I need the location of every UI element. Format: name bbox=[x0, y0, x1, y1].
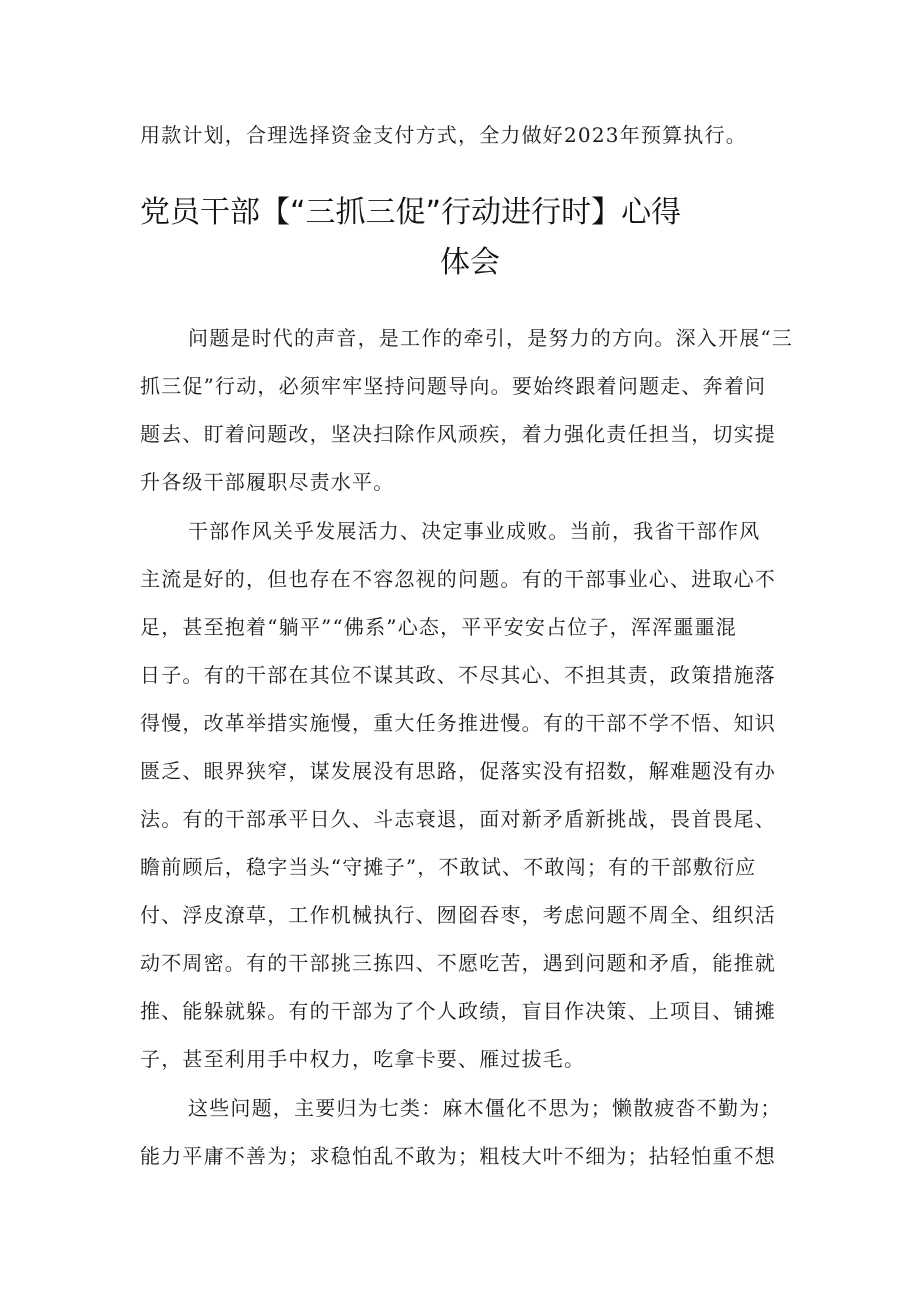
paragraph-2-line: 付、浮皮潦草，工作机械执行、囫囵吞枣，考虑问题不周全、组织活 bbox=[140, 903, 776, 927]
paragraph-2-line: 瞻前顾后，稳字当头“守摊子”，不敢试、不敢闯；有的干部敷衍应 bbox=[140, 855, 757, 879]
paragraph-1-line: 升各级干部履职尽责水平。 bbox=[140, 470, 395, 494]
paragraph-2-line: 推、能躲就躲。有的干部为了个人政绩，盲目作决策、上项目、铺摊 bbox=[140, 999, 776, 1023]
paragraph-2-line: 法。有的干部承平日久、斗志衰退，面对新矛盾新挑战，畏首畏尾、 bbox=[140, 807, 776, 831]
paragraph-3-line: 这些问题，主要归为七类：麻木僵化不思为；懒散疲沓不勤为； bbox=[188, 1096, 782, 1120]
paragraph-1-line: 题去、盯着问题改，坚决扫除作风顽疾，着力强化责任担当，切实提 bbox=[140, 422, 776, 446]
paragraph-1-line: 抓三促”行动，必须牢牢坚持问题导向。要始终跟着问题走、奔着问 bbox=[140, 374, 767, 398]
paragraph-2-line: 主流是好的，但也存在不容忽视的问题。有的干部事业心、进取心不 bbox=[140, 567, 776, 591]
title-line-1: 党员干部【“三抓三促”行动进行时】心得 bbox=[140, 195, 682, 230]
intro-line: 用款计划，合理选择资金支付方式，全力做好2023年预算执行。 bbox=[140, 123, 747, 147]
paragraph-2-line: 动不周密。有的干部挑三拣四、不愿吃苦，遇到问题和矛盾，能推就 bbox=[140, 951, 776, 975]
paragraph-1-line: 问题是时代的声音，是工作的牵引，是努力的方向。深入开展“三 bbox=[188, 326, 794, 350]
title-line-2: 体会 bbox=[440, 245, 500, 280]
paragraph-2-line: 干部作风关乎发展活力、决定事业成败。当前，我省干部作风 bbox=[188, 519, 761, 543]
paragraph-3-line: 能力平庸不善为；求稳怕乱不敢为；粗枝大叶不细为；拈轻怕重不想 bbox=[140, 1144, 776, 1168]
paragraph-2-line: 匮乏、眼界狭窄，谋发展没有思路，促落实没有招数，解难题没有办 bbox=[140, 759, 776, 783]
paragraph-2-line: 日子。有的干部在其位不谋其政、不尽其心、不担其责，政策措施落 bbox=[140, 663, 776, 687]
paragraph-2-line: 子，甚至利用手中权力，吃拿卡要、雁过拔毛。 bbox=[140, 1047, 586, 1071]
paragraph-2-line: 得慢，改革举措实施慢，重大任务推进慢。有的干部不学不悟、知识 bbox=[140, 711, 776, 735]
paragraph-2-line: 足，甚至抱着“躺平”“佛系”心态，平平安安占位子，浑浑噩噩混 bbox=[140, 615, 737, 639]
